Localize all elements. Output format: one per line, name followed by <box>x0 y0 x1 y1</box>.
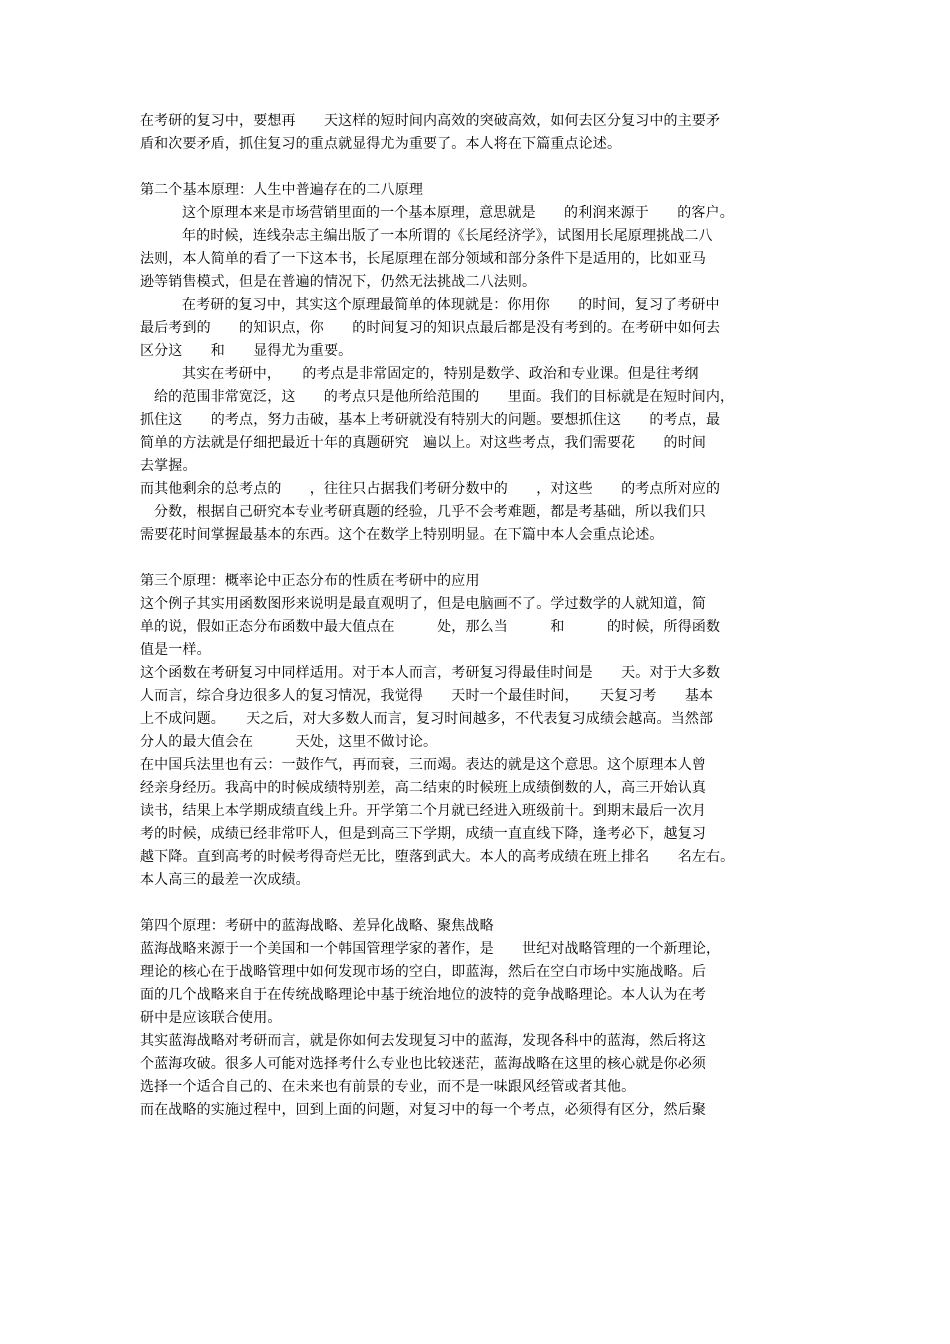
blank-line <box>140 547 820 570</box>
text-line: 本人高三的最差一次成绩。 <box>140 872 310 888</box>
text-line: 其实在考研中， 的考点是非常固定的，特别是数学、政治和专业课。但是往考纲 <box>182 366 699 382</box>
text-line: 法则，本人简单的看了一下这本书，长尾原理在部分领域和部分条件下是适用的，比如亚马 <box>140 251 706 267</box>
text-line: 年的时候，连线杂志主编出版了一本所谓的《长尾经济学》，试图用长尾原理挑战二八 <box>182 228 713 244</box>
text-line: 在中国兵法里也有云：一鼓作气，再而衰，三而竭。表达的就是这个意思。这个原理本人曾 <box>140 757 706 773</box>
text-line: 抓住这 的考点，努力击破，基本上考研就没有特别大的问题。要想抓住这 的考点，最 <box>140 412 721 428</box>
text-line: 其实蓝海战略对考研而言，就是你如何去发现复习中的蓝海，发现各科中的蓝海，然后将这 <box>140 1033 706 1049</box>
blank-line <box>140 156 820 179</box>
text-line: 简单的方法就是仔细把最近十年的真题研究 遍以上。对这些考点，我们需要花 的时间 <box>140 435 706 451</box>
text-line: 单的说，假如正态分布函数中最大值点在 处，那么当 和 的时候，所得函数 <box>140 619 721 635</box>
text-line: 考的时候，成绩已经非常吓人，但是到高三下学期，成绩一直直线下降，逢考必下，越复习 <box>140 826 706 842</box>
text-line: 在考研的复习中，其实这个原理最简单的体现就是：你用你 的时间，复习了考研中 <box>182 297 720 313</box>
text-line: 研中是应该联合使用。 <box>140 1010 282 1026</box>
section-heading: 第四个原理：考研中的蓝海战略、差异化战略、聚焦战略 <box>140 918 494 934</box>
text-line: 上不成问题。 天之后，对大多数人而言，复习时间越多，不代表复习成绩会越高。当然部 <box>140 711 714 727</box>
text-line: 盾和次要矛盾，抓住复习的重点就显得尤为重要了。本人将在下篇重点论述。 <box>140 136 622 152</box>
text-line: 值是一样。 <box>140 642 211 658</box>
text-line: 理论的核心在于战略管理中如何发现市场的空白，即蓝海，然后在空白市场中实施战略。后 <box>140 964 706 980</box>
section-heading: 第二个基本原理：人生中普遍存在的二八原理 <box>140 182 423 198</box>
blank-line <box>140 892 820 915</box>
document-page <box>140 110 820 1122</box>
text-line: 个蓝海攻破。很多人可能对选择考什么专业也比较迷茫，蓝海战略在这里的核心就是你必须 <box>140 1056 706 1072</box>
text-line: 而在战略的实施过程中，回到上面的问题，对复习中的每一个考点，必须得有区分，然后聚 <box>140 1102 706 1118</box>
text-line: 而其他剩余的总考点的 ，往往只占据我们考研分数中的 ，对这些 的考点所对应的 <box>140 481 721 497</box>
text-line: 读书，结果上本学期成绩直线上升。开学第二个月就已经进入班级前十。到期末最后一次月 <box>140 803 706 819</box>
text-line: 面的几个战略来自于在传统战略理论中基于统治地位的波特的竞争战略理论。本人认为在考 <box>140 987 706 1003</box>
text-line: 分数，根据自己研究本专业考研真题的经验，几乎不会考难题，都是考基础，所以我们只 <box>154 504 706 520</box>
text-line: 给的范围非常宽泛，这 的考点只是他所给范围的 里面。我们的目标就是在短时间内， <box>154 389 735 405</box>
text-line: 经亲身经历。我高中的时候成绩特别差，高二结束的时候班上成绩倒数的人，高三开始认真 <box>140 780 706 796</box>
text-line: 去掌握。 <box>140 458 197 474</box>
text-line: 蓝海战略来源于一个美国和一个韩国管理学家的著作，是 世纪对战略管理的一个新理论， <box>140 941 721 957</box>
text-line: 分人的最大值会在 天处，这里不做讨论。 <box>140 734 438 750</box>
text-line: 逊等销售模式，但是在普遍的情况下，仍然无法挑战二八法则。 <box>140 274 537 290</box>
text-line: 最后考到的 的知识点，你 的时间复习的知识点最后都是没有考到的。在考研中如何去 <box>140 320 721 336</box>
text-line: 选择一个适合自己的、在未来也有前景的专业，而不是一味跟风经管或者其他。 <box>140 1079 636 1095</box>
text-line: 人而言，综合身边很多人的复习情况，我觉得 天时一个最佳时间， 天复习考 基本 <box>140 688 714 704</box>
text-line: 需要花时间掌握最基本的东西。这个在数学上特别明显。在下篇中本人会重点论述。 <box>140 527 664 543</box>
section-heading: 第三个原理：概率论中正态分布的性质在考研中的应用 <box>140 573 480 589</box>
text-line: 这个函数在考研复习中同样适用。对于本人而言，考研复习得最佳时间是 天。对于大多数 <box>140 665 721 681</box>
text-line: 越下降。直到高考的时候考得奇烂无比，堕落到武大。本人的高考成绩在班上排名 名左右。 <box>140 849 735 865</box>
text-line: 这个例子其实用函数图形来说明是最直观明了，但是电脑画不了。学过数学的人就知道，简 <box>140 596 706 612</box>
text-line: 在考研的复习中，要想再 天这样的短时间内高效的突破高效，如何去区分复习中的主要矛 <box>140 113 721 129</box>
text-line: 区分这 和 显得尤为重要。 <box>140 343 353 359</box>
text-line: 这个原理本来是市场营销里面的一个基本原理，意思就是 的利润来源于 的客户。 <box>182 205 734 221</box>
